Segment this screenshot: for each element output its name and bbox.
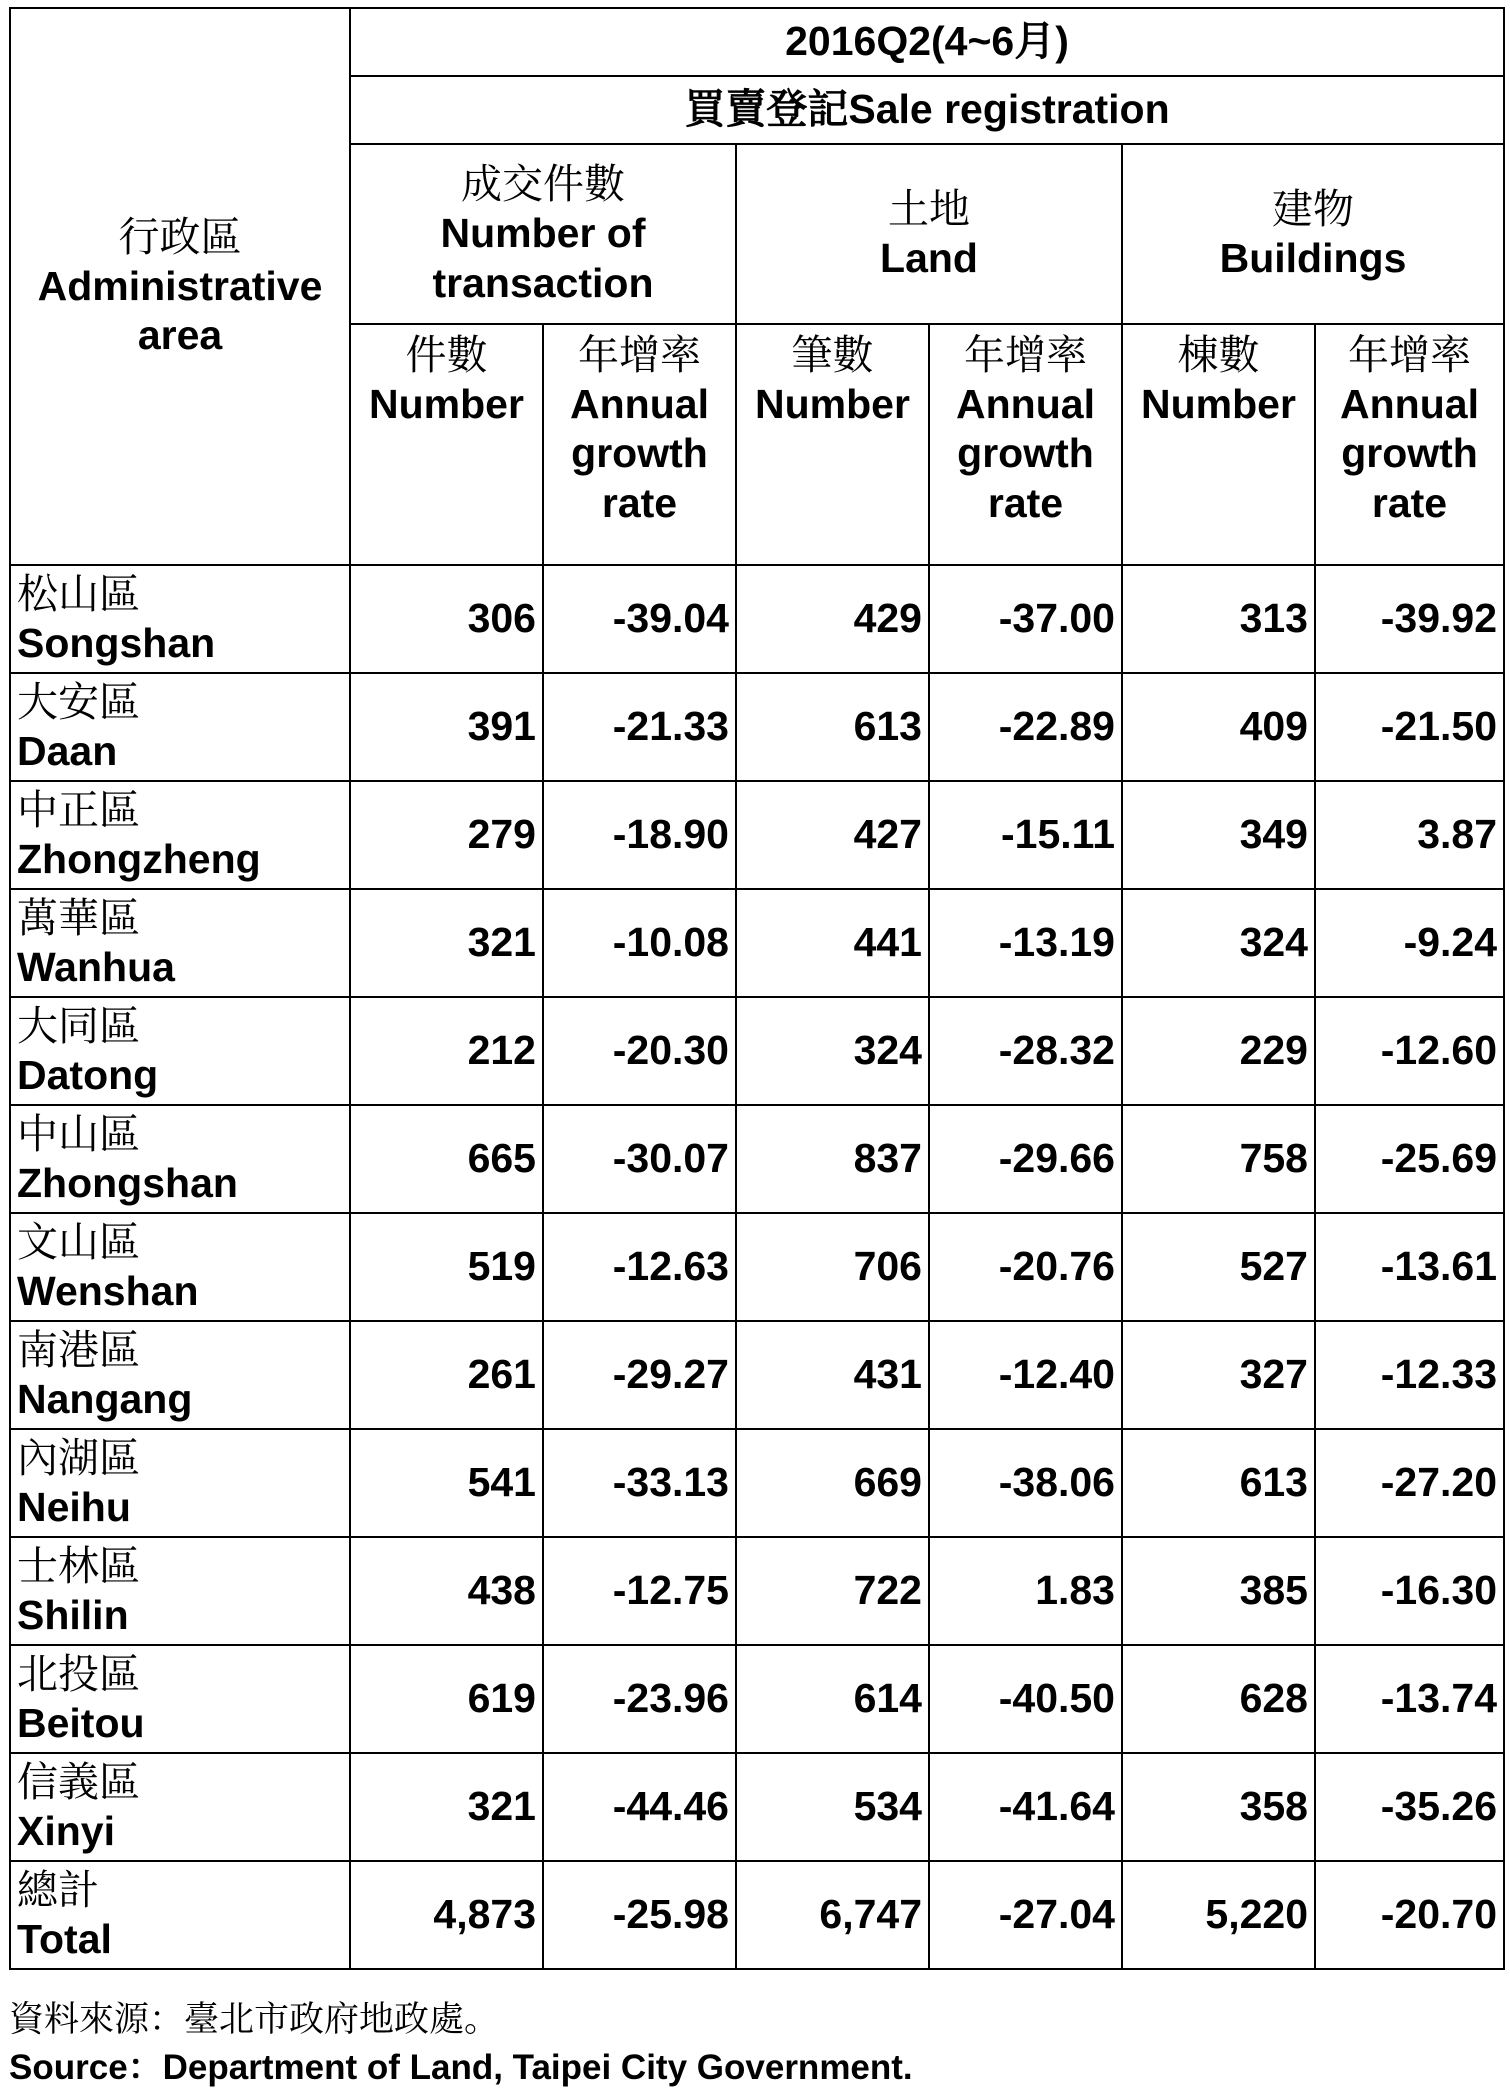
value-cell: -16.30 [1315, 1537, 1504, 1645]
table-row [10, 889, 1504, 997]
area-name-en: Nangang [17, 1376, 193, 1422]
value-cell: 349 [1122, 781, 1315, 889]
area-name-cell [10, 565, 350, 673]
area-name-en: Shilin [17, 1592, 129, 1638]
subcol-label-zh: 筆數 [791, 332, 874, 378]
group-label-en: Land [880, 235, 978, 281]
value-cell: -21.50 [1315, 673, 1504, 781]
area-name-zh: 總計 [17, 1866, 99, 1913]
value-cell: -39.04 [543, 565, 736, 673]
value-cell: 438 [350, 1537, 543, 1645]
table-row [10, 1645, 1504, 1753]
subcol-label-zh: 年增率 [964, 332, 1087, 378]
value-cell: -10.08 [543, 889, 736, 997]
value-cell: -39.92 [1315, 565, 1504, 673]
value-cell: -37.00 [929, 565, 1122, 673]
value-cell: 6,747 [736, 1861, 929, 1969]
header-subcol-3 [929, 324, 1122, 565]
value-cell: 321 [350, 1753, 543, 1861]
value-cell: 324 [736, 997, 929, 1105]
area-name-cell [10, 1753, 350, 1861]
area-name-cell [10, 1213, 350, 1321]
value-cell: -13.61 [1315, 1213, 1504, 1321]
value-cell: -28.32 [929, 997, 1122, 1105]
table-row [10, 781, 1504, 889]
value-cell: -13.19 [929, 889, 1122, 997]
value-cell: 665 [350, 1105, 543, 1213]
group-label-zh: 土地 [888, 185, 970, 232]
value-cell: 324 [1122, 889, 1315, 997]
value-cell: 619 [350, 1645, 543, 1753]
area-name-cell [10, 673, 350, 781]
value-cell: 429 [736, 565, 929, 673]
source-note-en: Source：Department of Land, Taipei City Government. [9, 2048, 913, 2087]
value-cell: 706 [736, 1213, 929, 1321]
area-name-zh: 大安區 [17, 678, 140, 725]
value-cell: 722 [736, 1537, 929, 1645]
subcol-label-zh: 年增率 [1348, 332, 1471, 378]
subcol-label-zh: 年增率 [578, 332, 701, 378]
value-cell: -38.06 [929, 1429, 1122, 1537]
subcol-label-en: Annual growth rate [1340, 381, 1479, 526]
area-name-cell [10, 1321, 350, 1429]
table-row [10, 673, 1504, 781]
area-name-zh: 松山區 [17, 570, 140, 617]
area-name-en: Beitou [17, 1700, 145, 1746]
area-name-zh: 內湖區 [17, 1434, 140, 1481]
value-cell: 4,873 [350, 1861, 543, 1969]
header-group-buildings [1122, 144, 1504, 324]
area-name-en: Wenshan [17, 1268, 199, 1314]
subcol-label-en: Annual growth rate [956, 381, 1095, 526]
table-row [10, 565, 1504, 673]
value-cell: 391 [350, 673, 543, 781]
value-cell: 628 [1122, 1645, 1315, 1753]
area-name-en: Zhongzheng [17, 836, 261, 882]
area-name-cell [10, 997, 350, 1105]
area-name-zh: 文山區 [17, 1218, 140, 1265]
value-cell: -27.04 [929, 1861, 1122, 1969]
area-name-en: Wanhua [17, 944, 175, 990]
value-cell: -33.13 [543, 1429, 736, 1537]
header-group-land [736, 144, 1122, 324]
header-administrative-area [10, 8, 350, 565]
area-name-en: Zhongshan [17, 1160, 238, 1206]
header-subcol-4 [1122, 324, 1315, 565]
value-cell: 1.83 [929, 1537, 1122, 1645]
header-subcol-5 [1315, 324, 1504, 565]
value-cell: -20.30 [543, 997, 736, 1105]
value-cell: 321 [350, 889, 543, 997]
subcol-label-en: Annual growth rate [570, 381, 709, 526]
area-name-zh: 中正區 [17, 786, 140, 833]
group-label-zh: 成交件數 [461, 161, 625, 208]
value-cell: -35.26 [1315, 1753, 1504, 1861]
value-cell: 409 [1122, 673, 1315, 781]
value-cell: -21.33 [543, 673, 736, 781]
value-cell: -30.07 [543, 1105, 736, 1213]
value-cell: -23.96 [543, 1645, 736, 1753]
value-cell: -12.40 [929, 1321, 1122, 1429]
table-row [10, 1861, 1504, 1969]
value-cell: -25.69 [1315, 1105, 1504, 1213]
value-cell: 519 [350, 1213, 543, 1321]
area-name-en: Total [17, 1916, 112, 1962]
area-name-zh: 士林區 [17, 1542, 140, 1589]
value-cell: 758 [1122, 1105, 1315, 1213]
header-subcol-0 [350, 324, 543, 565]
value-cell: -12.75 [543, 1537, 736, 1645]
area-name-en: Daan [17, 728, 118, 774]
header-subcol-1 [543, 324, 736, 565]
value-cell: 613 [736, 673, 929, 781]
area-name-zh: 北投區 [17, 1650, 140, 1697]
value-cell: -15.11 [929, 781, 1122, 889]
value-cell: 358 [1122, 1753, 1315, 1861]
value-cell: -44.46 [543, 1753, 736, 1861]
area-name-zh: 中山區 [17, 1110, 140, 1157]
value-cell: -20.70 [1315, 1861, 1504, 1969]
value-cell: -12.60 [1315, 997, 1504, 1105]
value-cell: -9.24 [1315, 889, 1504, 997]
value-cell: 3.87 [1315, 781, 1504, 889]
value-cell: 613 [1122, 1429, 1315, 1537]
header-group-transactions [350, 144, 736, 324]
area-name-cell [10, 1537, 350, 1645]
area-name-cell [10, 1105, 350, 1213]
area-name-cell [10, 1861, 350, 1969]
value-cell: -27.20 [1315, 1429, 1504, 1537]
value-cell: -12.33 [1315, 1321, 1504, 1429]
value-cell: 313 [1122, 565, 1315, 673]
value-cell: 229 [1122, 997, 1315, 1105]
area-name-zh: 南港區 [17, 1326, 140, 1373]
value-cell: -20.76 [929, 1213, 1122, 1321]
subcol-label-en: Number [1141, 381, 1296, 428]
value-cell: -29.27 [543, 1321, 736, 1429]
area-name-cell [10, 1429, 350, 1537]
value-cell: 441 [736, 889, 929, 997]
table-row [10, 997, 1504, 1105]
subcol-label-en: Number [755, 381, 910, 428]
area-name-cell [10, 781, 350, 889]
value-cell: -22.89 [929, 673, 1122, 781]
table-row [10, 1213, 1504, 1321]
value-cell: 5,220 [1122, 1861, 1315, 1969]
area-name-en: Songshan [17, 620, 216, 666]
area-name-en: Xinyi [17, 1808, 115, 1854]
value-cell: 669 [736, 1429, 929, 1537]
value-cell: 541 [350, 1429, 543, 1537]
table-row [10, 1537, 1504, 1645]
header-subcol-2 [736, 324, 929, 565]
value-cell: 427 [736, 781, 929, 889]
group-label-en: Buildings [1219, 235, 1407, 281]
area-name-zh: 大同區 [17, 1002, 140, 1049]
value-cell: 837 [736, 1105, 929, 1213]
header-area-zh: 行政區 [118, 213, 242, 260]
subcol-label-en: Number [369, 381, 524, 428]
value-cell: 527 [1122, 1213, 1315, 1321]
subcol-label-zh: 件數 [405, 332, 488, 378]
value-cell: 306 [350, 565, 543, 673]
value-cell: -13.74 [1315, 1645, 1504, 1753]
value-cell: 327 [1122, 1321, 1315, 1429]
sale-registration-table [9, 7, 1505, 1970]
source-note-zh: 資料來源：臺北市政府地政處。 [9, 2000, 500, 2039]
value-cell: 212 [350, 997, 543, 1105]
area-name-cell [10, 1645, 350, 1753]
table-row [10, 1321, 1504, 1429]
value-cell: 279 [350, 781, 543, 889]
header-category: 買賣登記Sale registration [350, 76, 1504, 144]
subcol-label-zh: 棟數 [1177, 332, 1260, 378]
area-name-zh: 萬華區 [17, 894, 140, 941]
header-period: 2016Q2(4~6月) [350, 8, 1504, 76]
value-cell: 385 [1122, 1537, 1315, 1645]
area-name-cell [10, 889, 350, 997]
header-area-en: Administrative area [37, 262, 323, 359]
table-row [10, 1429, 1504, 1537]
table-row [10, 1105, 1504, 1213]
value-cell: -18.90 [543, 781, 736, 889]
area-name-en: Datong [17, 1052, 159, 1098]
area-name-zh: 信義區 [17, 1758, 140, 1805]
value-cell: 261 [350, 1321, 543, 1429]
value-cell: 534 [736, 1753, 929, 1861]
value-cell: 431 [736, 1321, 929, 1429]
value-cell: -25.98 [543, 1861, 736, 1969]
table-row [10, 1753, 1504, 1861]
area-name-en: Neihu [17, 1484, 131, 1530]
value-cell: -29.66 [929, 1105, 1122, 1213]
value-cell: -12.63 [543, 1213, 736, 1321]
value-cell: -40.50 [929, 1645, 1122, 1753]
group-label-en: Number of transaction [432, 210, 654, 306]
value-cell: 614 [736, 1645, 929, 1753]
value-cell: -41.64 [929, 1753, 1122, 1861]
group-label-zh: 建物 [1272, 185, 1354, 232]
